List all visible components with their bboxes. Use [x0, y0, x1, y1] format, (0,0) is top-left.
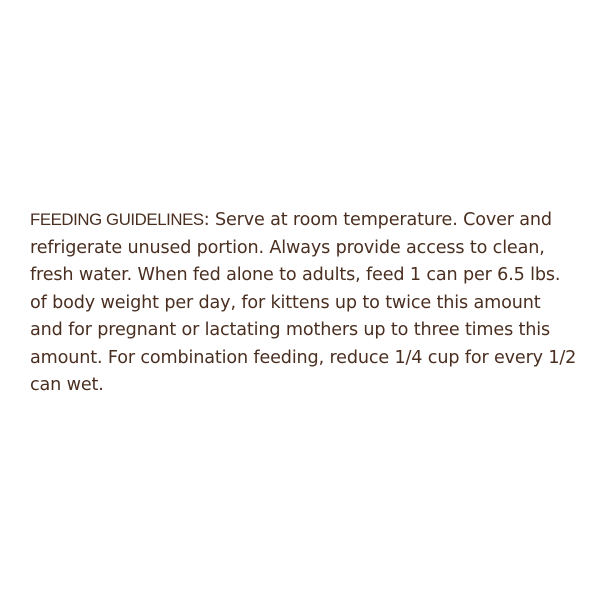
heading-separator: : [203, 210, 215, 230]
feeding-guidelines-body: Serve at room temperature. Cover and refrigerate unused portion. Always provide access to clean, fresh water. When fed alone to adults, feed 1 can per 6.5 lbs. of body weight per day, for kittens up to twice this amount and for pregnant or lactating mothers up to three times this amount. For combination feeding, reduce 1/4 cup for every 1/2 can wet. [30, 210, 577, 395]
feeding-guidelines-heading: FEEDING GUIDELINES [30, 210, 204, 229]
feeding-guidelines-paragraph [30, 206, 578, 400]
